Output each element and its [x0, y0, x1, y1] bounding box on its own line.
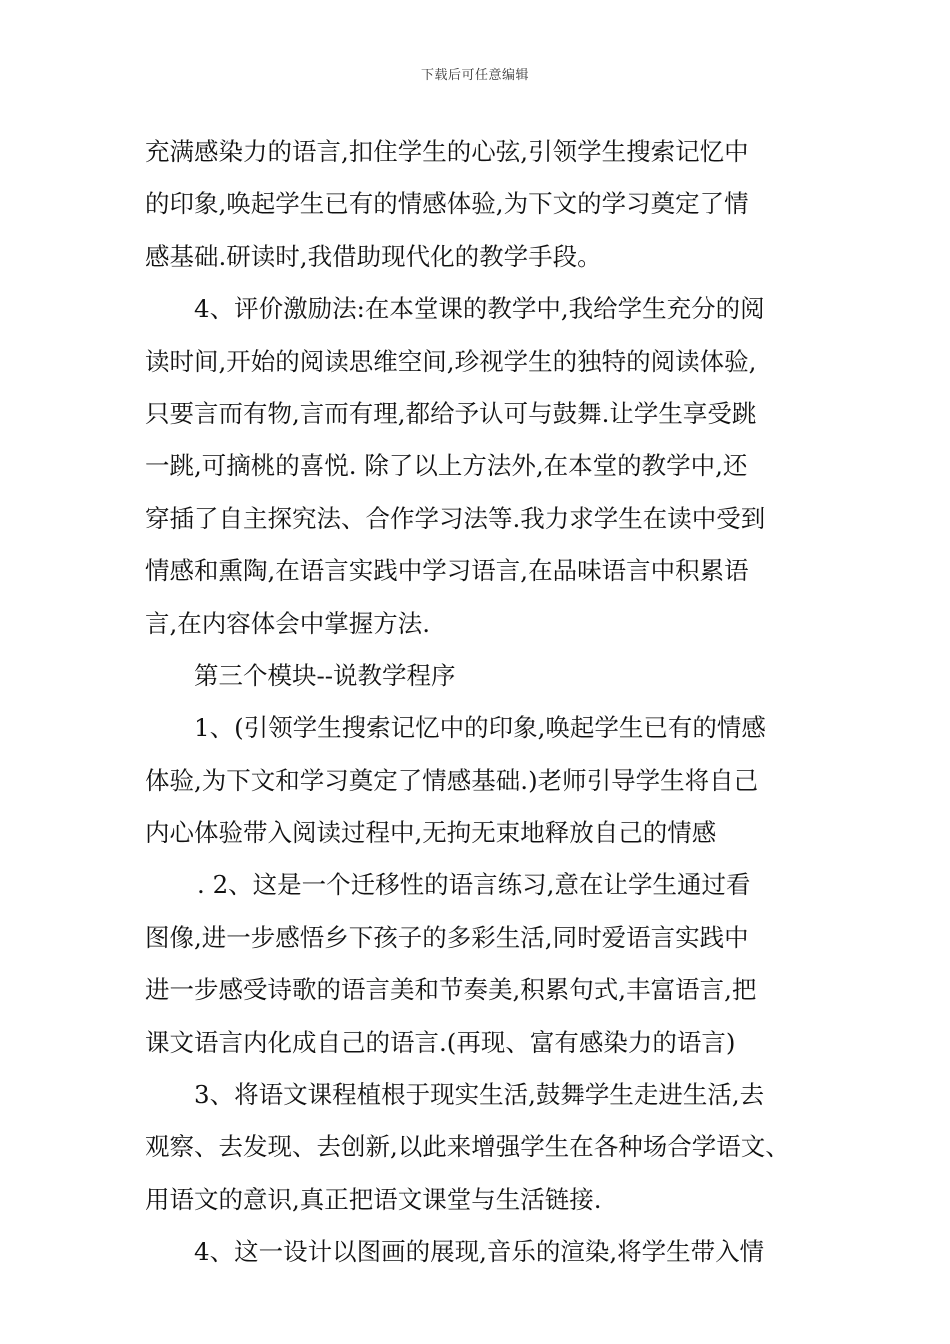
text-line: 用语文的意识,真正把语文课堂与生活链接. — [145, 1184, 602, 1214]
text-line: 穿插了自主探究法、合作学习法等.我力求学生在读中受到 — [145, 503, 766, 533]
text-line: 进一步感受诗歌的语言美和节奏美,积累句式,丰富语言,把 — [145, 975, 757, 1005]
text-line: 4、评价激励法:在本堂课的教学中,我给学生充分的阅 — [194, 294, 765, 324]
text-line: 内心体验带入阅读过程中,无拘无束地释放自己的情感 — [145, 818, 717, 848]
text-line: 的印象,唤起学生已有的情感体验,为下文的学习奠定了情 — [145, 189, 749, 219]
text-line: 图像,进一步感悟乡下孩子的多彩生活,同时爱语言实践中 — [145, 922, 749, 952]
text-line: 充满感染力的语言,扣住学生的心弦,引领学生搜索记忆中 — [145, 137, 749, 166]
text-line: 感基础.研读时,我借助现代化的教学手段。 — [145, 241, 602, 271]
page-header: 下载后可任意编辑 — [420, 68, 529, 83]
text-line: 1、(引领学生搜索记忆中的印象,唤起学生已有的情感 — [194, 713, 766, 743]
text-line: 体验,为下文和学习奠定了情感基础.)老师引导学生将自己 — [145, 765, 759, 795]
text-line: 情感和熏陶,在语言实践中学习语言,在品味语言中积累语 — [145, 556, 749, 586]
text-line: 观察、去发现、去创新,以此来增强学生在各种场合学语文、 — [145, 1132, 790, 1162]
text-line: 只要言而有物,言而有理,都给予认可与鼓舞.让学生享受跳 — [145, 398, 757, 428]
document-body — [145, 126, 815, 1279]
text-line: 4、这一设计以图画的展现,音乐的渲染,将学生带入情 — [194, 1237, 765, 1267]
text-line: 课文语言内化成自己的语言.(再现、富有感染力的语言) — [145, 1027, 736, 1057]
text-line: 读时间,开始的阅读思维空间,珍视学生的独特的阅读体验, — [145, 346, 757, 376]
text-line: 言,在内容体会中掌握方法. — [145, 608, 431, 638]
text-line: . 2、这是一个迁移性的语言练习,意在让学生通过看 — [197, 870, 751, 900]
section-heading: 第三个模块--说教学程序 — [194, 660, 456, 690]
text-line: 一跳,可摘桃的喜悦. 除了以上方法外,在本堂的教学中,还 — [145, 451, 748, 481]
text-line: 3、将语文课程植根于现实生活,鼓舞学生走进生活,去 — [194, 1080, 765, 1110]
